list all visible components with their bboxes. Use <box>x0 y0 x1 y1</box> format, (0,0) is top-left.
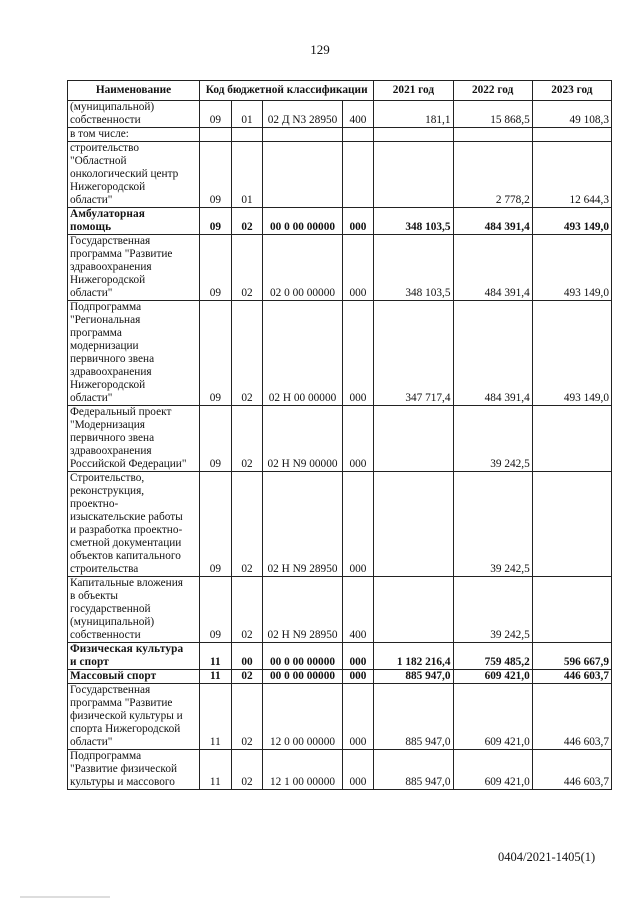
cell-expense-type <box>342 142 374 208</box>
cell-expense-type <box>342 128 374 142</box>
cell-subsection: 02 <box>231 406 263 472</box>
table-row <box>68 577 612 643</box>
cell-2021: 885 947,0 <box>374 670 453 684</box>
table-row <box>68 684 612 750</box>
cell-expense-type: 000 <box>342 301 374 406</box>
cell-2023: 446 603,7 <box>532 670 611 684</box>
cell-expense-type: 000 <box>342 208 374 235</box>
cell-target-article: 02 Н 00 00000 <box>263 301 342 406</box>
cell-name: Амбулаторная помощь <box>68 208 200 235</box>
cell-2021: 885 947,0 <box>374 684 453 750</box>
table-row <box>68 301 612 406</box>
cell-target-article: 02 0 00 00000 <box>263 235 342 301</box>
cell-2021 <box>374 406 453 472</box>
cell-2023 <box>532 577 611 643</box>
cell-name: Государственная программа "Развитие физической культуры и спорта Нижегородской области" <box>68 684 200 750</box>
cell-2023: 446 603,7 <box>532 750 611 790</box>
cell-section: 09 <box>200 101 232 128</box>
cell-2023: 493 149,0 <box>532 235 611 301</box>
cell-2023: 493 149,0 <box>532 208 611 235</box>
header-code: Код бюджетной классификации <box>200 81 374 101</box>
scan-artifact <box>20 896 110 898</box>
cell-2022: 39 242,5 <box>453 406 532 472</box>
cell-target-article: 02 Н N9 28950 <box>263 472 342 577</box>
cell-2022 <box>453 128 532 142</box>
table-row <box>68 643 612 670</box>
cell-target-article: 02 Н N9 28950 <box>263 577 342 643</box>
budget-table <box>67 80 612 790</box>
cell-2023: 596 667,9 <box>532 643 611 670</box>
cell-2021: 181,1 <box>374 101 453 128</box>
cell-target-article: 12 0 00 00000 <box>263 684 342 750</box>
cell-section: 09 <box>200 208 232 235</box>
cell-name: Государственная программа "Развитие здравоохранения Нижегородской области" <box>68 235 200 301</box>
cell-2021 <box>374 128 453 142</box>
cell-subsection: 01 <box>231 142 263 208</box>
cell-name: Физическая культура и спорт <box>68 643 200 670</box>
cell-2021 <box>374 472 453 577</box>
header-2023: 2023 год <box>532 81 611 101</box>
table-body <box>68 101 612 790</box>
table-row <box>68 235 612 301</box>
cell-2023: 493 149,0 <box>532 301 611 406</box>
cell-2021 <box>374 577 453 643</box>
cell-section <box>200 128 232 142</box>
cell-name: Подпрограмма "Региональная программа модернизации первичного звена здравоохранения Нижегородской области" <box>68 301 200 406</box>
cell-section: 09 <box>200 577 232 643</box>
cell-subsection: 01 <box>231 101 263 128</box>
cell-expense-type: 000 <box>342 406 374 472</box>
cell-2021: 348 103,5 <box>374 208 453 235</box>
cell-expense-type: 400 <box>342 577 374 643</box>
cell-2022: 15 868,5 <box>453 101 532 128</box>
cell-2023 <box>532 406 611 472</box>
cell-subsection: 02 <box>231 577 263 643</box>
cell-2022: 609 421,0 <box>453 750 532 790</box>
cell-2022: 759 485,2 <box>453 643 532 670</box>
cell-name: Подпрограмма "Развитие физической культуры и массового <box>68 750 200 790</box>
cell-section: 09 <box>200 142 232 208</box>
cell-subsection <box>231 128 263 142</box>
header-name: Наименование <box>68 81 200 101</box>
cell-2022: 609 421,0 <box>453 670 532 684</box>
cell-subsection: 02 <box>231 670 263 684</box>
cell-2021 <box>374 142 453 208</box>
cell-subsection: 02 <box>231 208 263 235</box>
cell-2022: 484 391,4 <box>453 235 532 301</box>
cell-subsection: 02 <box>231 684 263 750</box>
table-row <box>68 208 612 235</box>
cell-section: 11 <box>200 643 232 670</box>
cell-section: 09 <box>200 301 232 406</box>
cell-2022: 2 778,2 <box>453 142 532 208</box>
table-row <box>68 101 612 128</box>
cell-2023: 12 644,3 <box>532 142 611 208</box>
cell-name: Строительство, реконструкция, проектно- изыскательские работы и разработка проектно- сметной документации объектов капитального строительства <box>68 472 200 577</box>
page-number: 129 <box>310 42 330 57</box>
cell-2021: 348 103,5 <box>374 235 453 301</box>
cell-expense-type: 000 <box>342 643 374 670</box>
cell-target-article: 12 1 00 00000 <box>263 750 342 790</box>
cell-name: Капитальные вложения в объекты государственной (муниципальной) собственности <box>68 577 200 643</box>
cell-2021: 885 947,0 <box>374 750 453 790</box>
cell-expense-type: 000 <box>342 684 374 750</box>
cell-name: (муниципальной) собственности <box>68 101 200 128</box>
cell-section: 11 <box>200 684 232 750</box>
table-row <box>68 750 612 790</box>
cell-section: 09 <box>200 472 232 577</box>
document-code: 0404/2021-1405(1) <box>498 850 596 864</box>
cell-target-article <box>263 142 342 208</box>
cell-expense-type: 000 <box>342 235 374 301</box>
cell-target-article: 02 Н N9 00000 <box>263 406 342 472</box>
cell-section: 11 <box>200 670 232 684</box>
table-row <box>68 406 612 472</box>
table-header-row <box>68 81 612 101</box>
cell-subsection: 02 <box>231 235 263 301</box>
header-2021: 2021 год <box>374 81 453 101</box>
cell-2023: 49 108,3 <box>532 101 611 128</box>
cell-section: 09 <box>200 235 232 301</box>
cell-subsection: 02 <box>231 301 263 406</box>
cell-2022: 39 242,5 <box>453 577 532 643</box>
cell-target-article: 02 Д N3 28950 <box>263 101 342 128</box>
cell-name: строительство "Областной онкологический центр Нижегородской области" <box>68 142 200 208</box>
cell-name: Федеральный проект "Модернизация первичного звена здравоохранения Российской Федерации" <box>68 406 200 472</box>
cell-2022: 609 421,0 <box>453 684 532 750</box>
cell-2021: 1 182 216,4 <box>374 643 453 670</box>
cell-2022: 484 391,4 <box>453 301 532 406</box>
cell-target-article: 00 0 00 00000 <box>263 208 342 235</box>
table-row <box>68 142 612 208</box>
cell-section: 09 <box>200 406 232 472</box>
table-row <box>68 128 612 142</box>
cell-expense-type: 000 <box>342 750 374 790</box>
cell-target-article: 00 0 00 00000 <box>263 670 342 684</box>
table-row <box>68 472 612 577</box>
cell-name: в том числе: <box>68 128 200 142</box>
cell-name: Массовый спорт <box>68 670 200 684</box>
cell-section: 11 <box>200 750 232 790</box>
cell-target-article <box>263 128 342 142</box>
header-2022: 2022 год <box>453 81 532 101</box>
cell-expense-type: 000 <box>342 472 374 577</box>
cell-subsection: 02 <box>231 472 263 577</box>
cell-expense-type: 400 <box>342 101 374 128</box>
cell-2022: 484 391,4 <box>453 208 532 235</box>
cell-2021: 347 717,4 <box>374 301 453 406</box>
cell-target-article: 00 0 00 00000 <box>263 643 342 670</box>
cell-expense-type: 000 <box>342 670 374 684</box>
cell-subsection: 02 <box>231 750 263 790</box>
cell-2023: 446 603,7 <box>532 684 611 750</box>
cell-subsection: 00 <box>231 643 263 670</box>
cell-2023 <box>532 128 611 142</box>
cell-2022: 39 242,5 <box>453 472 532 577</box>
table-row <box>68 670 612 684</box>
cell-2023 <box>532 472 611 577</box>
